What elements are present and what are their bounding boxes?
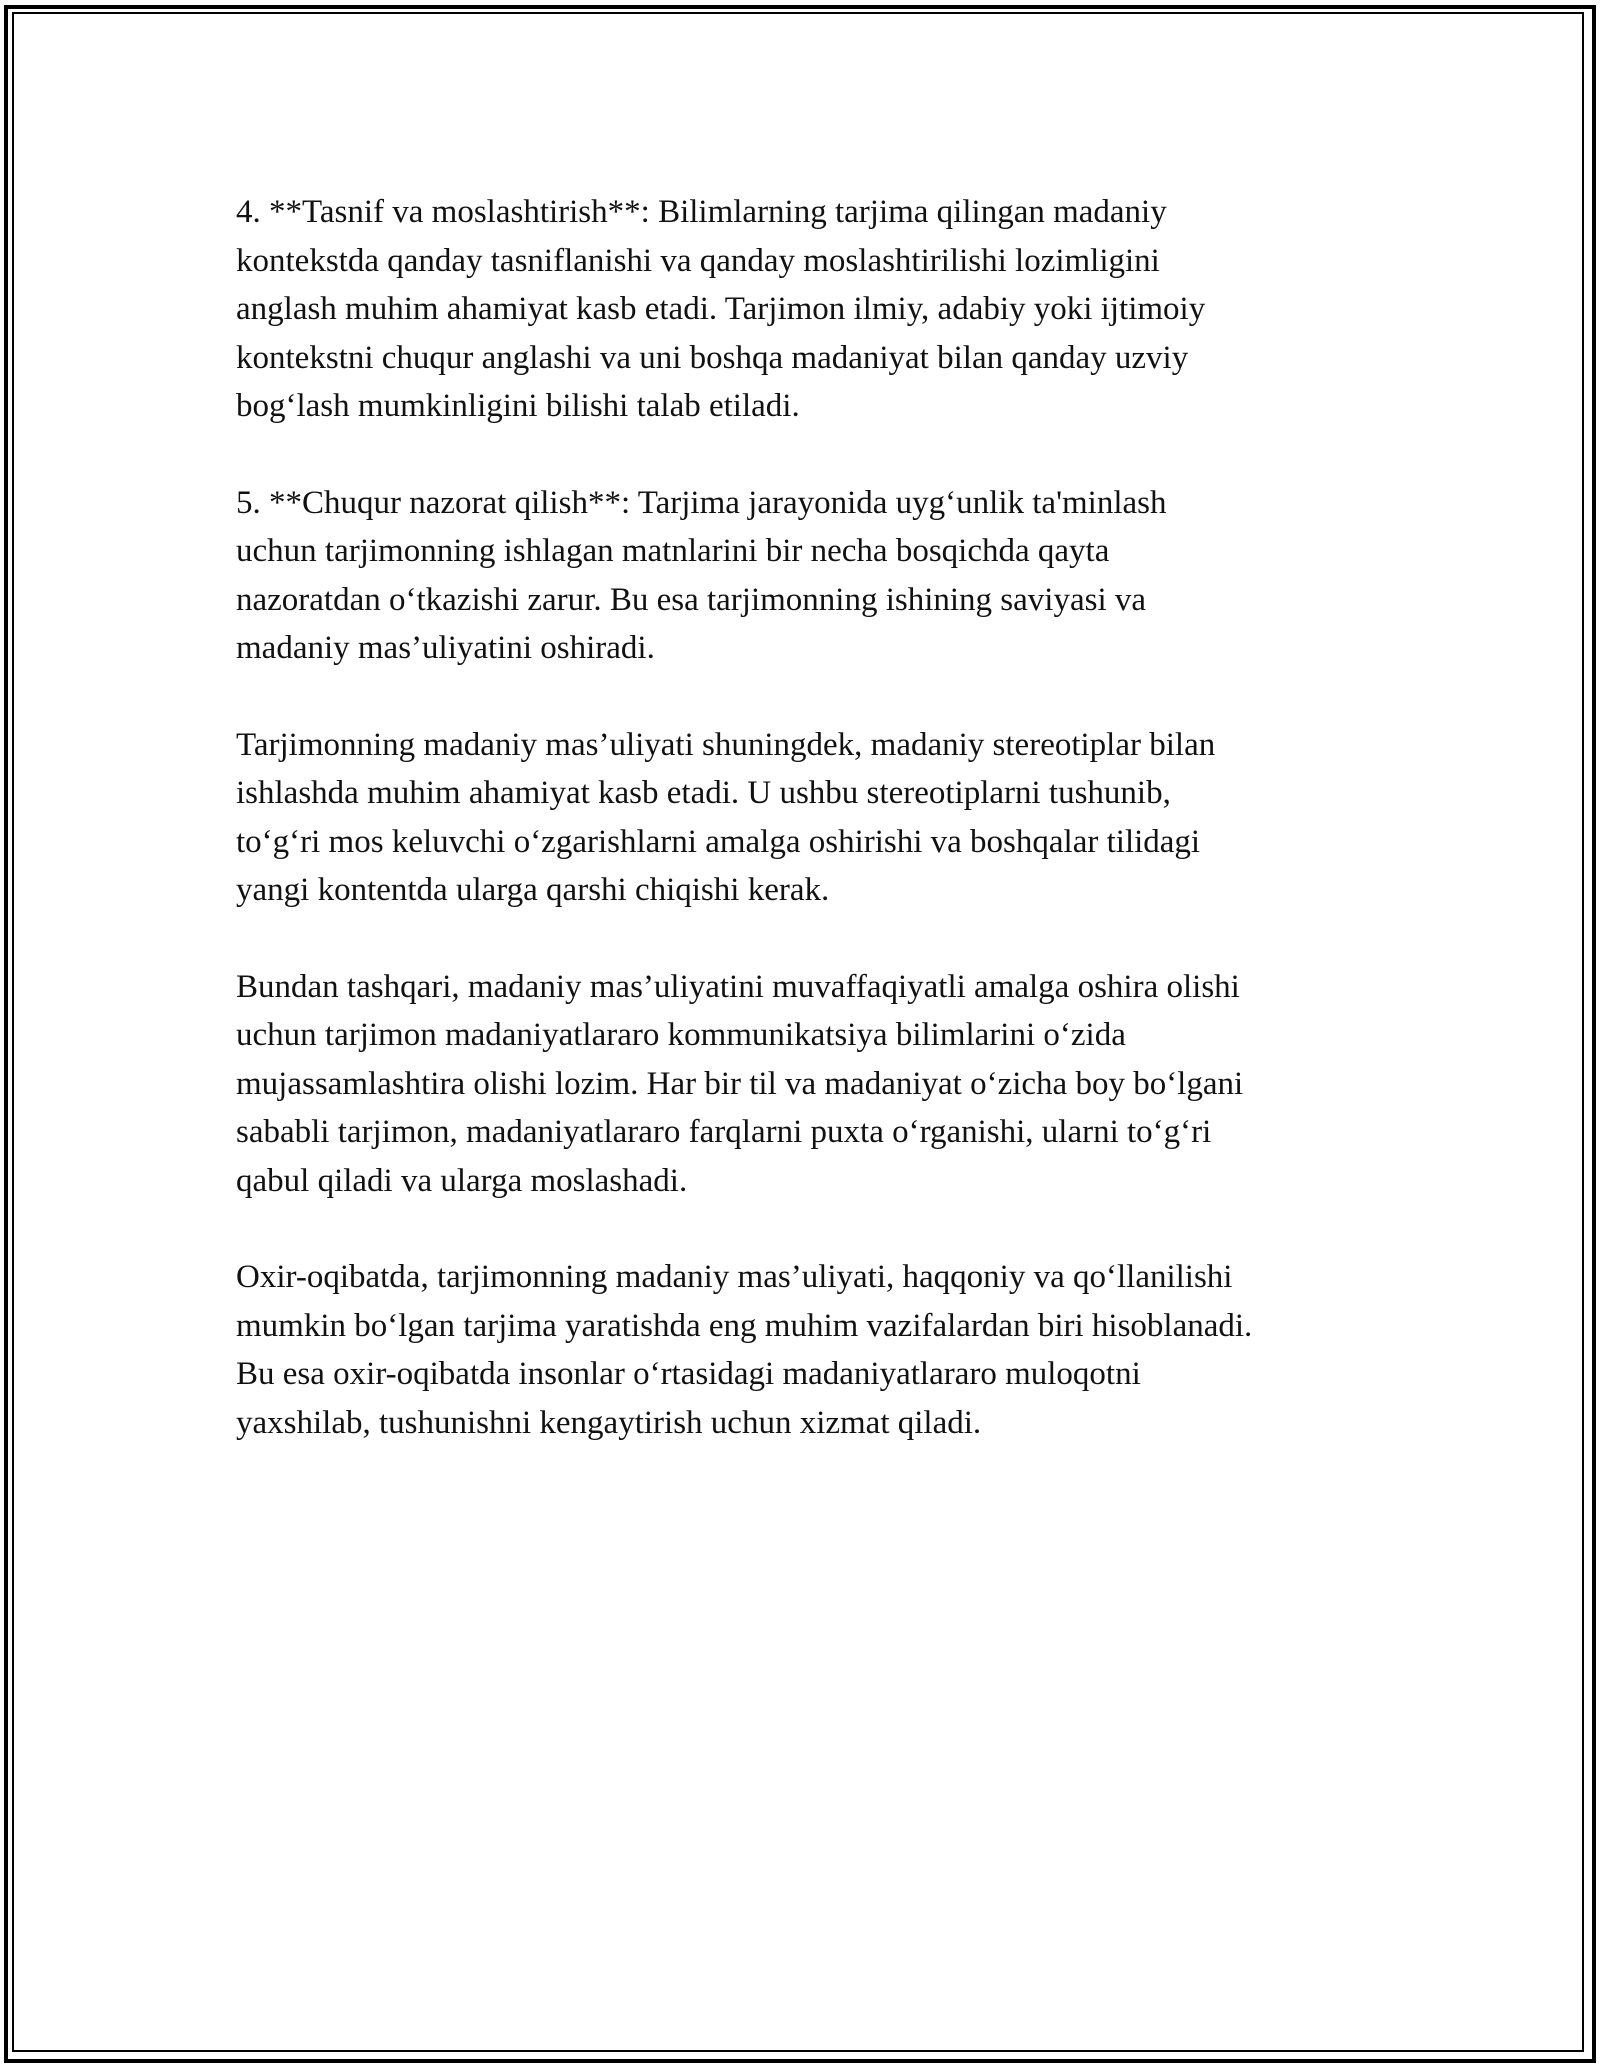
text-line: 5. **Chuqur nazorat qilish**: Tarjima jarayonida uyg‘unlik ta'minlash [236, 484, 1167, 521]
text-line: Bundan tashqari, madaniy mas’uliyatini muvaffaqiyatli amalga oshira olishi [236, 968, 1240, 1005]
text-line: kontekstni chuqur anglashi va uni boshqa madaniyat bilan qanday uzviy [236, 339, 1189, 376]
paragraph-stereotiplar [236, 721, 1386, 915]
text-line: uchun tarjimonning ishlagan matnlarini bir necha bosqichda qayta [236, 533, 1110, 569]
text-line: ishlashda muhim ahamiyat kasb etadi. U ushbu stereotiplarni tushunib, [236, 775, 1171, 811]
text-line: nazoratdan o‘tkazishi zarur. Bu esa tarjimonning ishining saviyasi va [236, 581, 1147, 618]
text-line: Oxir-oqibatda, tarjimonning madaniy mas’uliyati, haqqoniy va qo‘llanilishi [236, 1259, 1233, 1295]
text-line: 4. **Tasnif va moslashtirish**: Bilimlarning tarjima qilingan madaniy [236, 194, 1167, 230]
text-line: anglash muhim ahamiyat kasb etadi. Tarjimon ilmiy, adabiy yoki ijtimoiy [236, 291, 1206, 327]
text-line: uchun tarjimon madaniyatlararo kommunikatsiya bilimlarini o‘zida [236, 1017, 1126, 1053]
text-line: Tarjimonning madaniy mas’uliyati shuningdek, madaniy stereotiplar bilan [236, 726, 1216, 763]
text-line: mujassamlashtira olishi lozim. Har bir til va madaniyat o‘zicha boy bo‘lgani [236, 1065, 1244, 1102]
text-line: yaxshilab, tushunishni kengaytirish uchun xizmat qiladi. [236, 1404, 982, 1441]
document-body [236, 188, 1386, 1495]
text-line: Bu esa oxir-oqibatda insonlar o‘rtasidagi madaniyatlararo muloqotni [236, 1356, 1141, 1392]
text-line: kontekstda qanday tasniflanishi va qanday moslashtirilishi lozimligini [236, 242, 1160, 279]
text-line: mumkin bo‘lgan tarjima yaratishda eng muhim vazifalardan biri hisoblanadi. [236, 1307, 1253, 1344]
text-line: to‘g‘ri mos keluvchi o‘zgarishlarni amalga oshirishi va boshqalar tilidagi [236, 823, 1201, 860]
paragraph-chuqur-nazorat [236, 479, 1386, 673]
paragraph-xulosa [236, 1253, 1386, 1447]
paragraph-madaniyatlararo [236, 963, 1386, 1206]
text-line: qabul qiladi va ularga moslashadi. [236, 1162, 688, 1199]
paragraph-tasnif [236, 188, 1386, 431]
text-line: bog‘lash mumkinligini bilishi talab etiladi. [236, 388, 800, 424]
text-line: yangi kontentda ularga qarshi chiqishi kerak. [236, 872, 830, 908]
text-line: sababli tarjimon, madaniyatlararo farqlarni puxta o‘rganishi, ularni to‘g‘ri [236, 1114, 1212, 1150]
text-line: madaniy mas’uliyatini oshiradi. [236, 630, 655, 666]
